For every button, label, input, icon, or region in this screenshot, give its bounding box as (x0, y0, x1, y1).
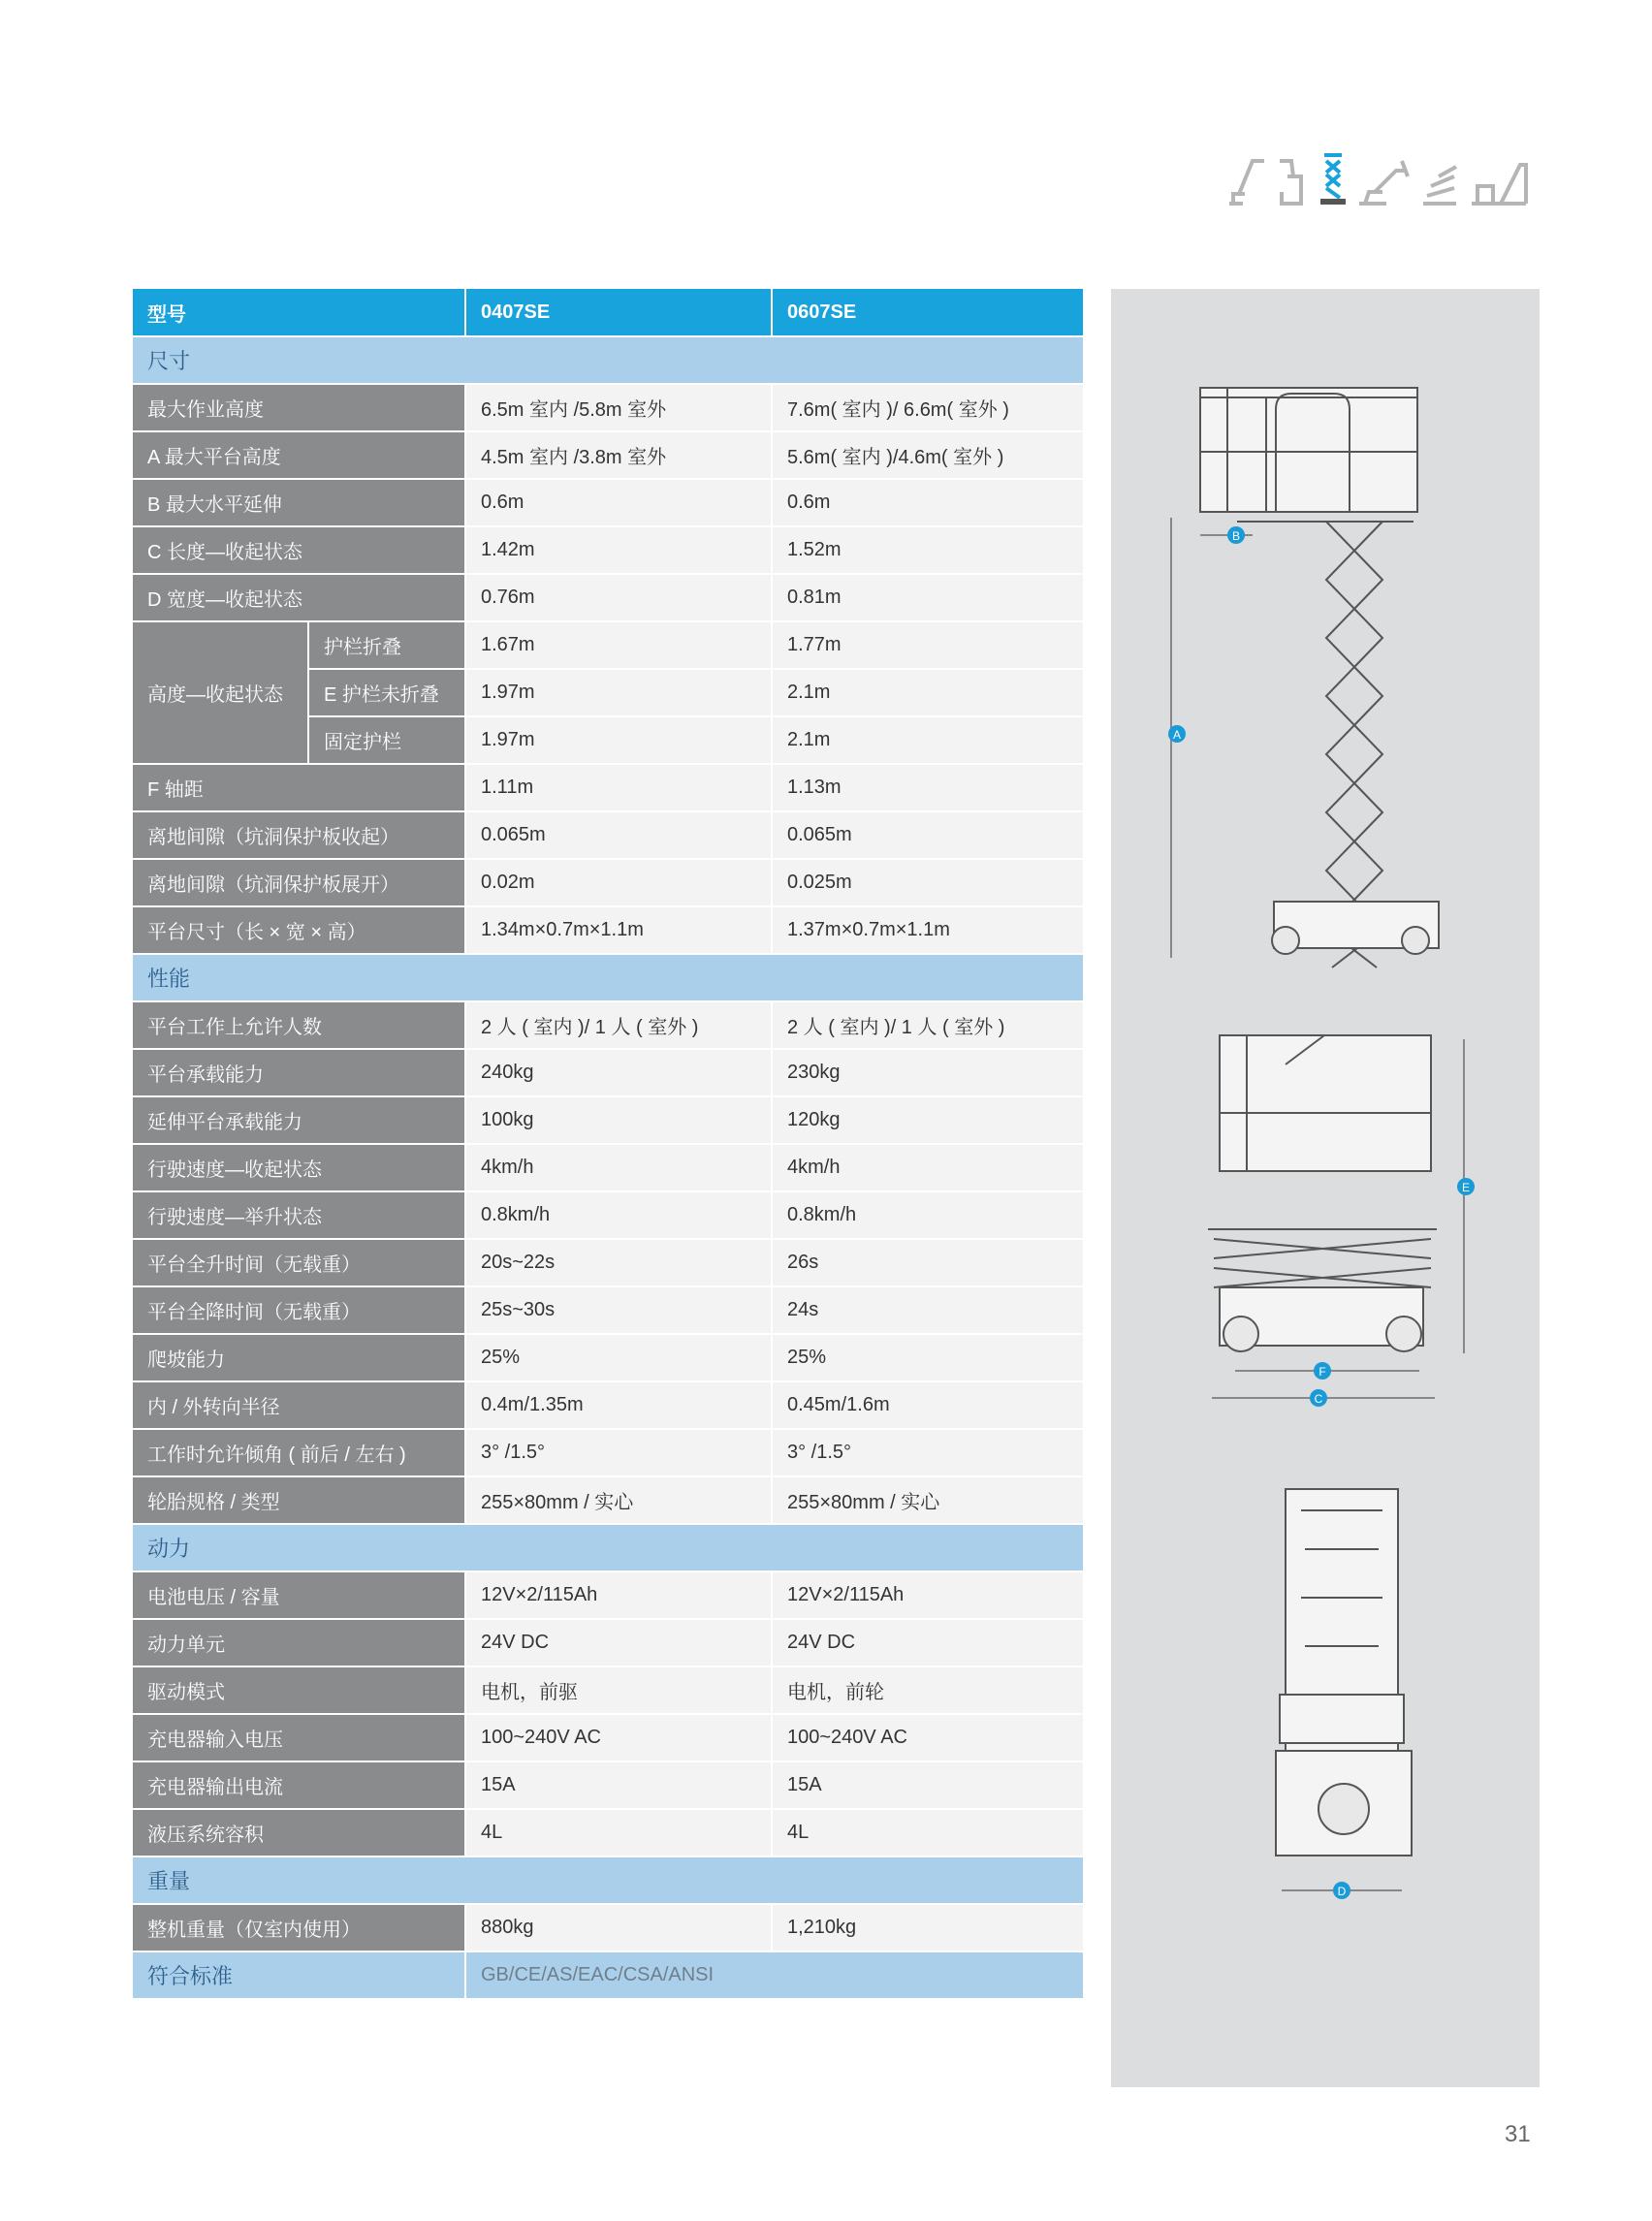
trailer-lift-icon (1423, 167, 1456, 204)
value-0607se: 7.6m( 室内 )/ 6.6m( 室外 ) (773, 385, 1085, 432)
table-row (133, 575, 1085, 622)
boom-lift-icon (1229, 161, 1264, 204)
svg-text:E: E (1461, 1181, 1471, 1194)
value-0607se: 0.45m/1.6m (773, 1382, 1085, 1430)
value-0607se: 0.8km/h (773, 1192, 1085, 1240)
value-0407se: 12V×2/115Ah (466, 1572, 773, 1620)
row-label: B 最大水平延伸 (133, 480, 466, 527)
value-0607se: 4km/h (773, 1145, 1085, 1192)
table-header-row (133, 289, 1085, 337)
table-row (133, 1145, 1085, 1192)
height-group-label: 高度—收起状态 (133, 622, 309, 765)
table-row (133, 1620, 1085, 1667)
section-performance: 性能 (133, 955, 1085, 1002)
row-label: 离地间隙（坑洞保护板收起） (133, 812, 466, 860)
value-0607se: 2.1m (773, 670, 1085, 717)
table-row (133, 432, 1085, 480)
table-row (133, 1192, 1085, 1240)
row-label: 轮胎规格 / 类型 (133, 1477, 466, 1525)
value-0607se: 3° /1.5° (773, 1430, 1085, 1477)
section-row (133, 337, 1085, 385)
category-icons (1223, 147, 1534, 211)
value-0407se: 0.76m (466, 575, 773, 622)
value-0607se: 0.6m (773, 480, 1085, 527)
value-0407se: 0.065m (466, 812, 773, 860)
side-view-stowed (1208, 1035, 1464, 1398)
value-0407se: 255×80mm / 实心 (466, 1477, 773, 1525)
spec-table (133, 289, 1085, 2000)
marker-c (1310, 1389, 1327, 1407)
diagram-panel (1111, 289, 1540, 2087)
value-0407se: 1.97m (466, 717, 773, 765)
value-0407se: 24V DC (466, 1620, 773, 1667)
value-0407se: 0.4m/1.35m (466, 1382, 773, 1430)
svg-text:D: D (1337, 1885, 1347, 1898)
row-label: 平台全升时间（无载重） (133, 1240, 466, 1287)
table-row (133, 1335, 1085, 1382)
value-0607se: 230kg (773, 1050, 1085, 1097)
value-0407se: 4km/h (466, 1145, 773, 1192)
row-label: 充电器输出电流 (133, 1762, 466, 1810)
row-label: C 长度—收起状态 (133, 527, 466, 575)
value-0607se: 2 人 ( 室内 )/ 1 人 ( 室外 ) (773, 1002, 1085, 1050)
table-row (133, 1905, 1085, 1952)
table-row (133, 1572, 1085, 1620)
value-0607se: 1.77m (773, 622, 1085, 670)
section-weight: 重量 (133, 1857, 1085, 1905)
row-label: 护栏折叠 (309, 622, 466, 670)
value-0607se: 1.52m (773, 527, 1085, 575)
row-label: E 护栏未折叠 (309, 670, 466, 717)
model-0407se: 0407SE (466, 289, 773, 337)
table-row (133, 1430, 1085, 1477)
svg-text:B: B (1231, 529, 1241, 543)
row-label: 动力单元 (133, 1620, 466, 1667)
side-view-raised (1171, 388, 1439, 968)
value-0607se: 15A (773, 1762, 1085, 1810)
table-row (133, 1477, 1085, 1525)
page-number: 31 (1505, 2121, 1531, 2147)
table-row (133, 1050, 1085, 1097)
height-group (133, 622, 1085, 765)
value-0407se: 1.11m (466, 765, 773, 812)
value-0407se: 25% (466, 1335, 773, 1382)
table-row (133, 622, 1085, 670)
svg-text:A: A (1172, 728, 1182, 742)
table-row (133, 480, 1085, 527)
table-row (133, 812, 1085, 860)
section-row (133, 1525, 1085, 1572)
table-row (133, 527, 1085, 575)
row-label: F 轴距 (133, 765, 466, 812)
row-label: 液压系统容积 (133, 1810, 466, 1857)
weight-rows (133, 1905, 1085, 1952)
value-0607se: 25% (773, 1335, 1085, 1382)
value-0607se: 0.025m (773, 860, 1085, 907)
value-0407se: 0.02m (466, 860, 773, 907)
telehandler-icon (1472, 165, 1526, 204)
section-dimensions: 尺寸 (133, 337, 1085, 385)
row-label: 整机重量（仅室内使用） (133, 1905, 466, 1952)
value-0607se: 2.1m (773, 717, 1085, 765)
value-0607se: 26s (773, 1240, 1085, 1287)
marker-d (1333, 1882, 1350, 1899)
value-0607se: 0.065m (773, 812, 1085, 860)
value-0407se: 240kg (466, 1050, 773, 1097)
dimension-rows-2 (133, 765, 1085, 955)
power-rows (133, 1572, 1085, 1857)
performance-rows (133, 1002, 1085, 1525)
row-label: 平台承载能力 (133, 1050, 466, 1097)
table-row (133, 1667, 1085, 1715)
row-label: 爬坡能力 (133, 1335, 466, 1382)
model-label: 型号 (133, 289, 466, 337)
standards-value: GB/CE/AS/EAC/CSA/ANSI (466, 1952, 1085, 2000)
table-row (133, 765, 1085, 812)
row-label: 固定护栏 (309, 717, 466, 765)
table-row (133, 1097, 1085, 1145)
value-0607se: 12V×2/115Ah (773, 1572, 1085, 1620)
value-0607se: 255×80mm / 实心 (773, 1477, 1085, 1525)
value-0407se: 1.42m (466, 527, 773, 575)
section-power: 动力 (133, 1525, 1085, 1572)
value-0407se: 2 人 ( 室内 )/ 1 人 ( 室外 ) (466, 1002, 773, 1050)
value-0607se: 5.6m( 室内 )/4.6m( 室外 ) (773, 432, 1085, 480)
value-0407se: 4L (466, 1810, 773, 1857)
value-0407se: 电机，前驱 (466, 1667, 773, 1715)
value-0407se: 25s~30s (466, 1287, 773, 1335)
value-0607se: 1,210kg (773, 1905, 1085, 1952)
scissor-lift-icon (1320, 155, 1346, 202)
marker-a (1168, 725, 1186, 743)
section-row (133, 955, 1085, 1002)
value-0407se: 6.5m 室内 /5.8m 室外 (466, 385, 773, 432)
dimension-rows (133, 385, 1085, 622)
value-0607se: 24s (773, 1287, 1085, 1335)
table-row (133, 1287, 1085, 1335)
table-row (133, 1810, 1085, 1857)
row-label: 平台全降时间（无载重） (133, 1287, 466, 1335)
marker-e (1457, 1178, 1475, 1195)
row-label: 工作时允许倾角 ( 前后 / 左右 ) (133, 1430, 466, 1477)
value-0407se: 880kg (466, 1905, 773, 1952)
standards-row (133, 1952, 1085, 2000)
table-row (133, 1762, 1085, 1810)
row-label: 平台工作上允许人数 (133, 1002, 466, 1050)
value-0407se: 4.5m 室内 /3.8m 室外 (466, 432, 773, 480)
row-label: 行驶速度—举升状态 (133, 1192, 466, 1240)
model-0607se: 0607SE (773, 289, 1085, 337)
value-0607se: 1.13m (773, 765, 1085, 812)
value-0407se: 0.8km/h (466, 1192, 773, 1240)
value-0407se: 15A (466, 1762, 773, 1810)
table-row (133, 385, 1085, 432)
table-row (133, 860, 1085, 907)
row-label: 行驶速度—收起状态 (133, 1145, 466, 1192)
value-0607se: 0.81m (773, 575, 1085, 622)
value-0407se: 1.34m×0.7m×1.1m (466, 907, 773, 955)
svg-text:F: F (1318, 1365, 1326, 1379)
table-row (133, 1240, 1085, 1287)
value-0607se: 4L (773, 1810, 1085, 1857)
row-label: 延伸平台承载能力 (133, 1097, 466, 1145)
marker-f (1314, 1362, 1331, 1380)
svg-text:C: C (1314, 1392, 1323, 1406)
scissor-lift-drawing (1111, 289, 1540, 2087)
row-label: 充电器输入电压 (133, 1715, 466, 1762)
table-row (133, 1002, 1085, 1050)
row-label: A 最大平台高度 (133, 432, 466, 480)
row-label: 平台尺寸（长 × 宽 × 高） (133, 907, 466, 955)
articulating-boom-icon (1359, 161, 1408, 204)
value-0407se: 100kg (466, 1097, 773, 1145)
value-0607se: 100~240V AC (773, 1715, 1085, 1762)
section-row (133, 1857, 1085, 1905)
row-label: 内 / 外转向半径 (133, 1382, 466, 1430)
table-row (133, 907, 1085, 955)
table-row (133, 1382, 1085, 1430)
table-row (133, 1715, 1085, 1762)
value-0407se: 1.67m (466, 622, 773, 670)
row-label: D 宽度—收起状态 (133, 575, 466, 622)
value-0407se: 3° /1.5° (466, 1430, 773, 1477)
standards-label: 符合标准 (133, 1952, 466, 2000)
row-label: 电池电压 / 容量 (133, 1572, 466, 1620)
row-label: 最大作业高度 (133, 385, 466, 432)
value-0607se: 120kg (773, 1097, 1085, 1145)
value-0407se: 20s~22s (466, 1240, 773, 1287)
marker-b (1227, 526, 1245, 544)
end-view (1276, 1489, 1412, 1890)
value-0607se: 电机，前轮 (773, 1667, 1085, 1715)
row-label: 驱动模式 (133, 1667, 466, 1715)
row-label: 离地间隙（坑洞保护板展开） (133, 860, 466, 907)
value-0407se: 1.97m (466, 670, 773, 717)
value-0607se: 1.37m×0.7m×1.1m (773, 907, 1085, 955)
value-0407se: 0.6m (466, 480, 773, 527)
compact-lift-icon (1280, 161, 1301, 204)
value-0407se: 100~240V AC (466, 1715, 773, 1762)
value-0607se: 24V DC (773, 1620, 1085, 1667)
